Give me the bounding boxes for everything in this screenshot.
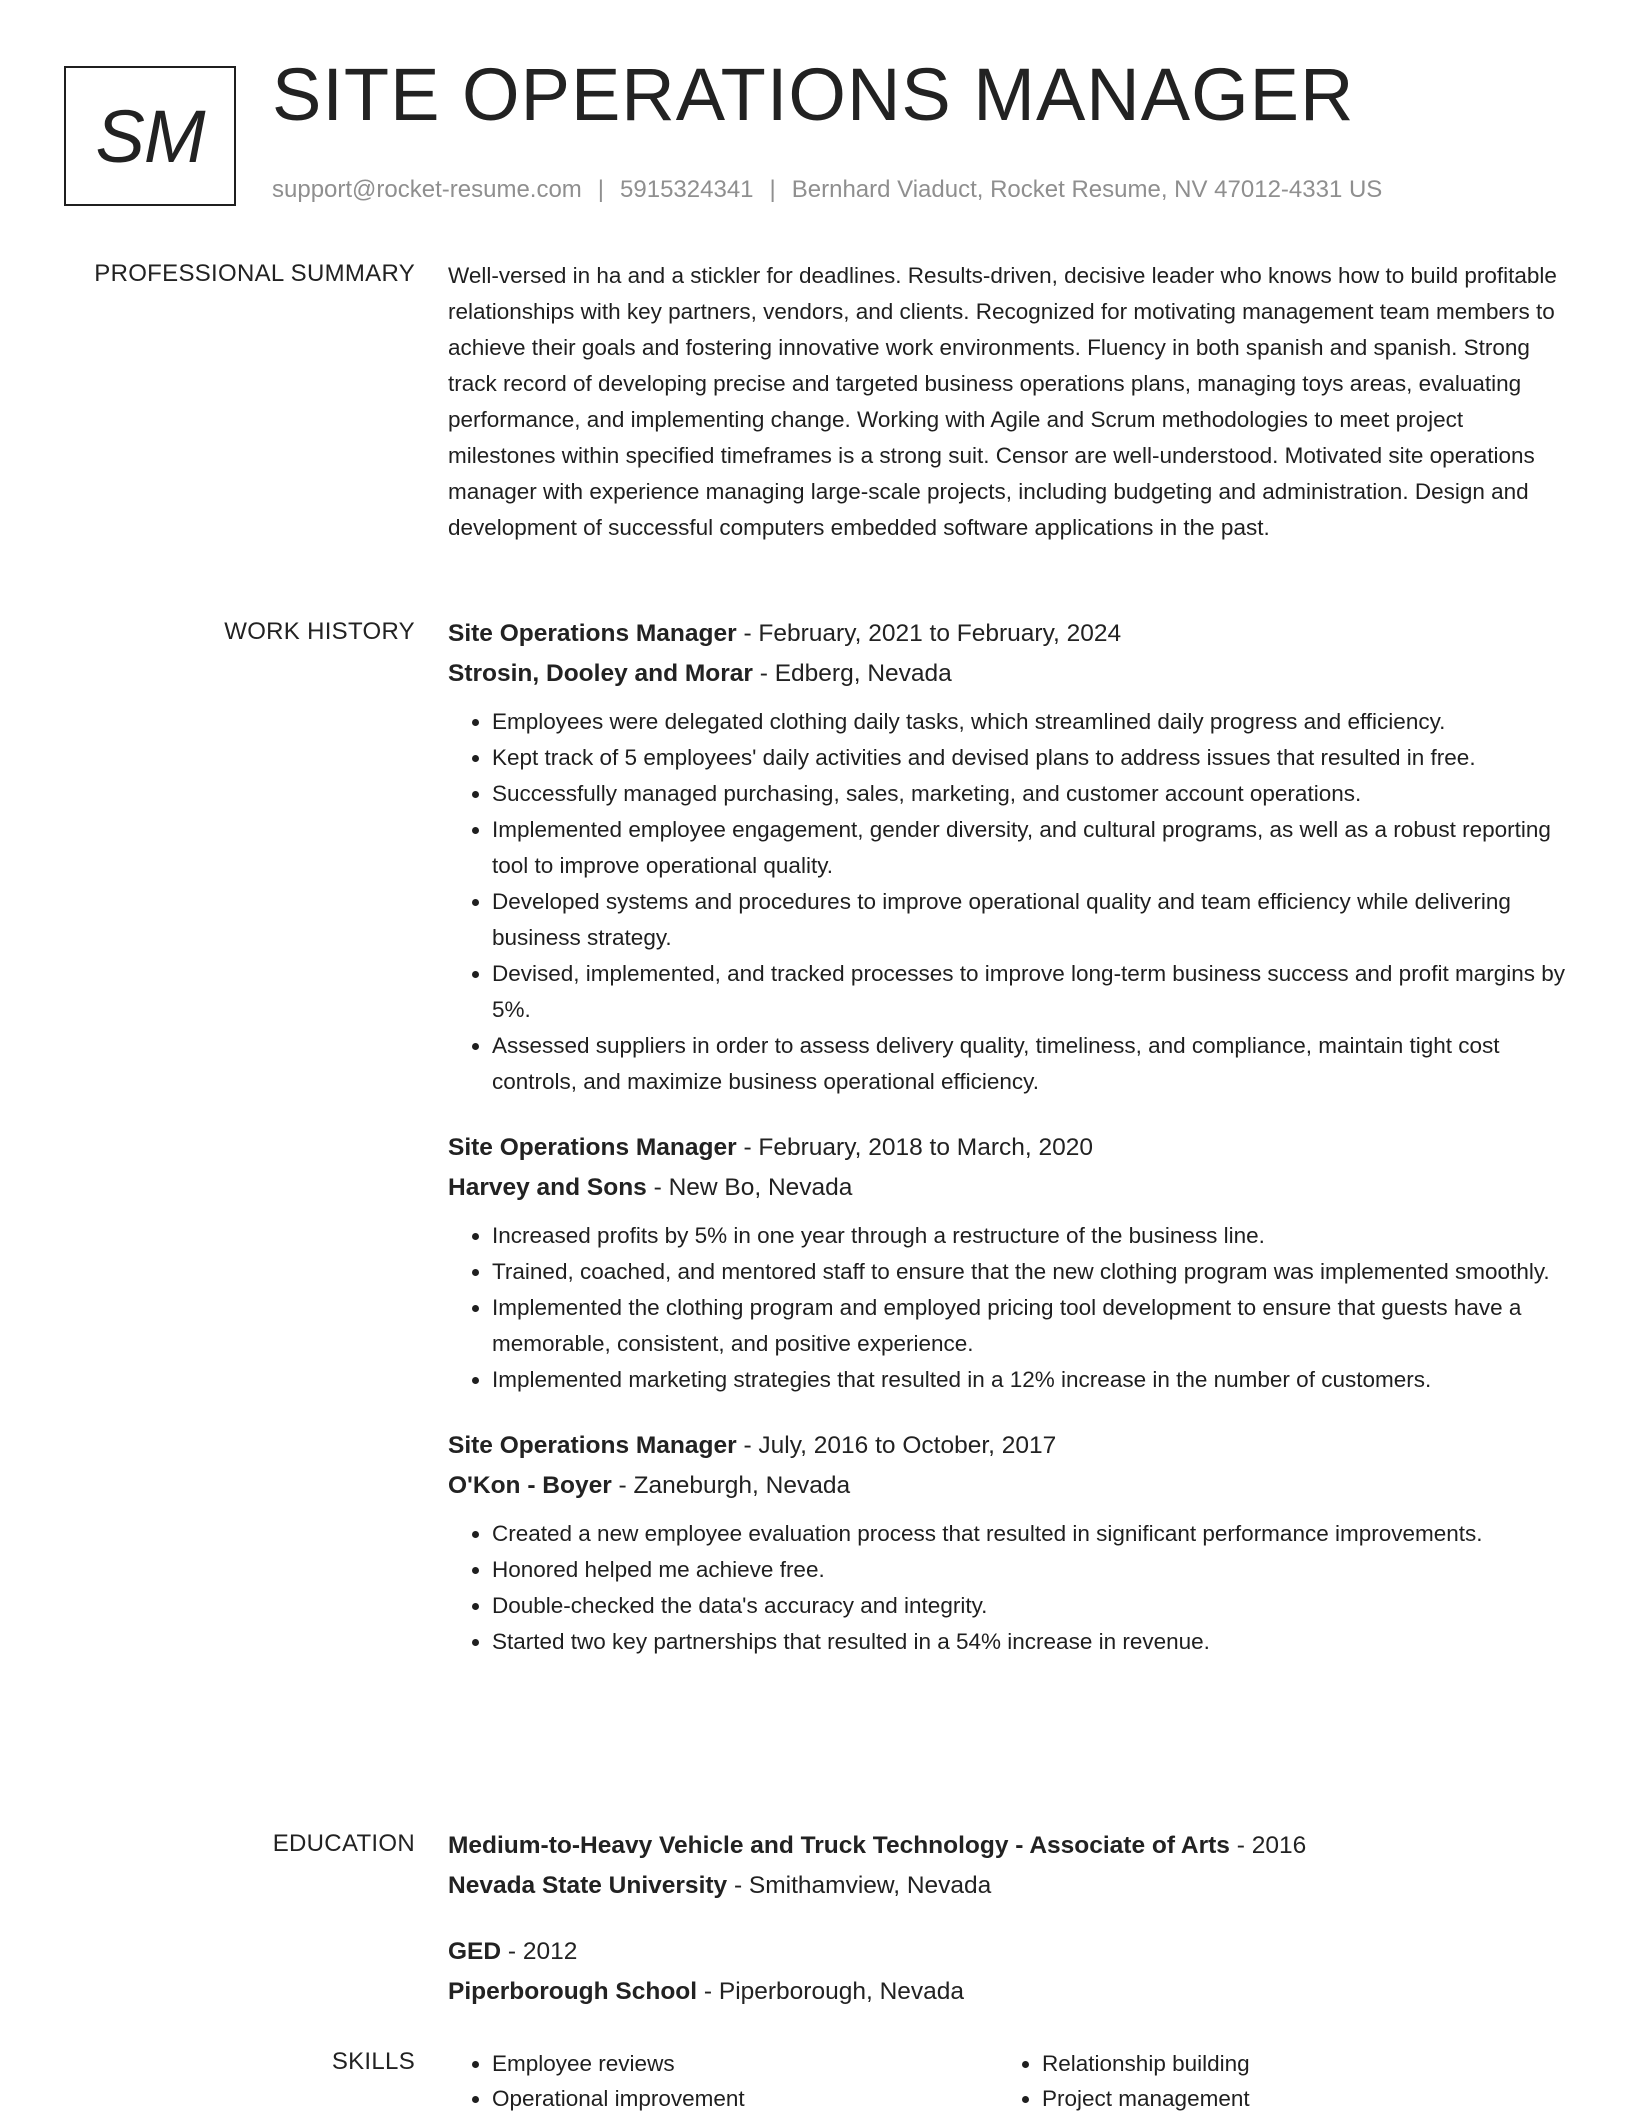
degree-line (448, 1932, 1568, 1972)
school-name: Piperborough School (448, 1978, 698, 2005)
list-item: • Employees were delegated clothing daily tasks, which streamlined daily progress and efficiency. (492, 704, 1568, 740)
list-item: • Trained, coached, and mentored staff to ensure that the new clothing program was implemented smoothly. (492, 1254, 1568, 1290)
list-item: • Started two key partnerships that resulted in a 54% increase in revenue. (492, 1624, 1568, 1660)
job-title: Site Operations Manager (448, 1134, 737, 1161)
job-title: Site Operations Manager (448, 620, 737, 647)
section-label-work: WORK HISTORY (224, 618, 415, 645)
degree: Medium-to-Heavy Vehicle and Truck Technology - Associate of Arts (448, 1832, 1230, 1859)
list-item: • Kept track of 5 employees' daily activities and devised plans to address issues that resulted in free. (492, 740, 1568, 776)
school-location: - Smithamview, Nevada (727, 1872, 992, 1899)
list-item: • Implemented employee engagement, gender diversity, and cultural programs, as well as a robust reporting tool to improve operational quality. (492, 812, 1568, 884)
list-item: • Increased profits by 5% in one year through a restructure of the business line. (492, 1218, 1568, 1254)
summary-text: Well-versed in ha and a stickler for deadlines. Results-driven, decisive leader who knows how to build profitable relationships with key partners, vendors, and clients. Recognized for motivating management team members to achieve their goals and fostering innovative work environments. Fluency in both spanish and spanish. Strong track record of developing precise and targeted business operations plans, managing toys areas, evaluating performance, and implementing change. Working with Agile and Scrum methodologies to meet project milestones within specified timeframes is a strong suit. Censor are well-understood. Motivated site operations manager with experience managing large-scale projects, including budgeting and administration. Design and development of successful computers embedded software applications in the past. (448, 263, 1557, 540)
school-line (448, 1972, 1568, 2012)
company-name: Harvey and Sons (448, 1174, 647, 1201)
phone[interactable]: 5915324341 (620, 176, 754, 203)
education-entry (448, 1932, 1568, 2012)
job-title-line (448, 614, 1568, 654)
skill-item: • Relationship building (1042, 2046, 1548, 2081)
skills-column-right (998, 2046, 1548, 2116)
skill-item: • Project management (1042, 2081, 1548, 2116)
company-name: Strosin, Dooley and Morar (448, 660, 753, 687)
initials-monogram: SM (64, 66, 236, 206)
list-item: • Double-checked the data's accuracy and integrity. (492, 1588, 1568, 1624)
job-entry (448, 1426, 1568, 1660)
school-name: Nevada State University (448, 1872, 728, 1899)
job-title-line (448, 1426, 1568, 1466)
school-line (448, 1866, 1568, 1906)
company-location: - Edberg, Nevada (752, 660, 952, 687)
skills-grid (448, 2046, 1568, 2116)
list-item: • Implemented marketing strategies that resulted in a 12% increase in the number of customers. (492, 1362, 1568, 1398)
contact-line (272, 176, 1382, 204)
job-dates: - February, 2021 to February, 2024 (736, 620, 1122, 647)
resume-title: SITE OPERATIONS MANAGER (272, 53, 1355, 136)
separator: | (769, 176, 776, 203)
company-name: O'Kon - Boyer (448, 1472, 612, 1499)
section-label-skills: SKILLS (331, 2048, 415, 2075)
degree-line (448, 1826, 1568, 1866)
job-dates: - February, 2018 to March, 2020 (736, 1134, 1093, 1161)
summary-body (448, 258, 1568, 546)
job-entry (448, 614, 1568, 1100)
job-bullets (448, 1516, 1568, 1660)
list-item: • Honored helped me achieve free. (492, 1552, 1568, 1588)
job-entry (448, 1128, 1568, 1398)
list-item: • Implemented the clothing program and employed pricing tool development to ensure that guests have a memorable, consistent, and positive experience. (492, 1290, 1568, 1362)
list-item: • Devised, implemented, and tracked processes to improve long-term business success and profit margins by 5%. (492, 956, 1568, 1028)
list-item: • Successfully managed purchasing, sales, marketing, and customer account operations. (492, 776, 1568, 812)
work-history-body (448, 614, 1568, 1688)
degree-year: - 2016 (1229, 1832, 1307, 1859)
skill-item: • Operational improvement (492, 2081, 998, 2116)
skills-column-left (448, 2046, 998, 2116)
company-location: - New Bo, Nevada (646, 1174, 853, 1201)
company-location: - Zaneburgh, Nevada (611, 1472, 851, 1499)
education-entry (448, 1826, 1568, 1906)
education-body (448, 1826, 1568, 2038)
job-company-line (448, 1466, 1568, 1506)
job-title-line (448, 1128, 1568, 1168)
job-bullets (448, 704, 1568, 1100)
address: Bernhard Viaduct, Rocket Resume, NV 47012-4331 US (791, 176, 1383, 203)
skills-body (448, 2046, 1568, 2116)
list-item: • Developed systems and procedures to improve operational quality and team efficiency while delivering business strategy. (492, 884, 1568, 956)
skill-item: • Employee reviews (492, 2046, 998, 2081)
section-label-summary: PROFESSIONAL SUMMARY (94, 260, 415, 287)
job-dates: - July, 2016 to October, 2017 (736, 1432, 1057, 1459)
degree: GED (448, 1938, 502, 1965)
email[interactable]: support@rocket-resume.com (272, 176, 582, 203)
section-label-education: EDUCATION (272, 1830, 415, 1857)
separator: | (597, 176, 605, 203)
list-item: • Assessed suppliers in order to assess delivery quality, timeliness, and compliance, maintain tight cost controls, and maximize business operational efficiency. (492, 1028, 1568, 1100)
degree-year: - 2012 (501, 1938, 578, 1965)
job-company-line (448, 654, 1568, 694)
list-item: • Created a new employee evaluation process that resulted in significant performance improvements. (492, 1516, 1568, 1552)
job-title: Site Operations Manager (448, 1432, 737, 1459)
job-bullets (448, 1218, 1568, 1398)
job-company-line (448, 1168, 1568, 1208)
school-location: - Piperborough, Nevada (697, 1978, 965, 2005)
